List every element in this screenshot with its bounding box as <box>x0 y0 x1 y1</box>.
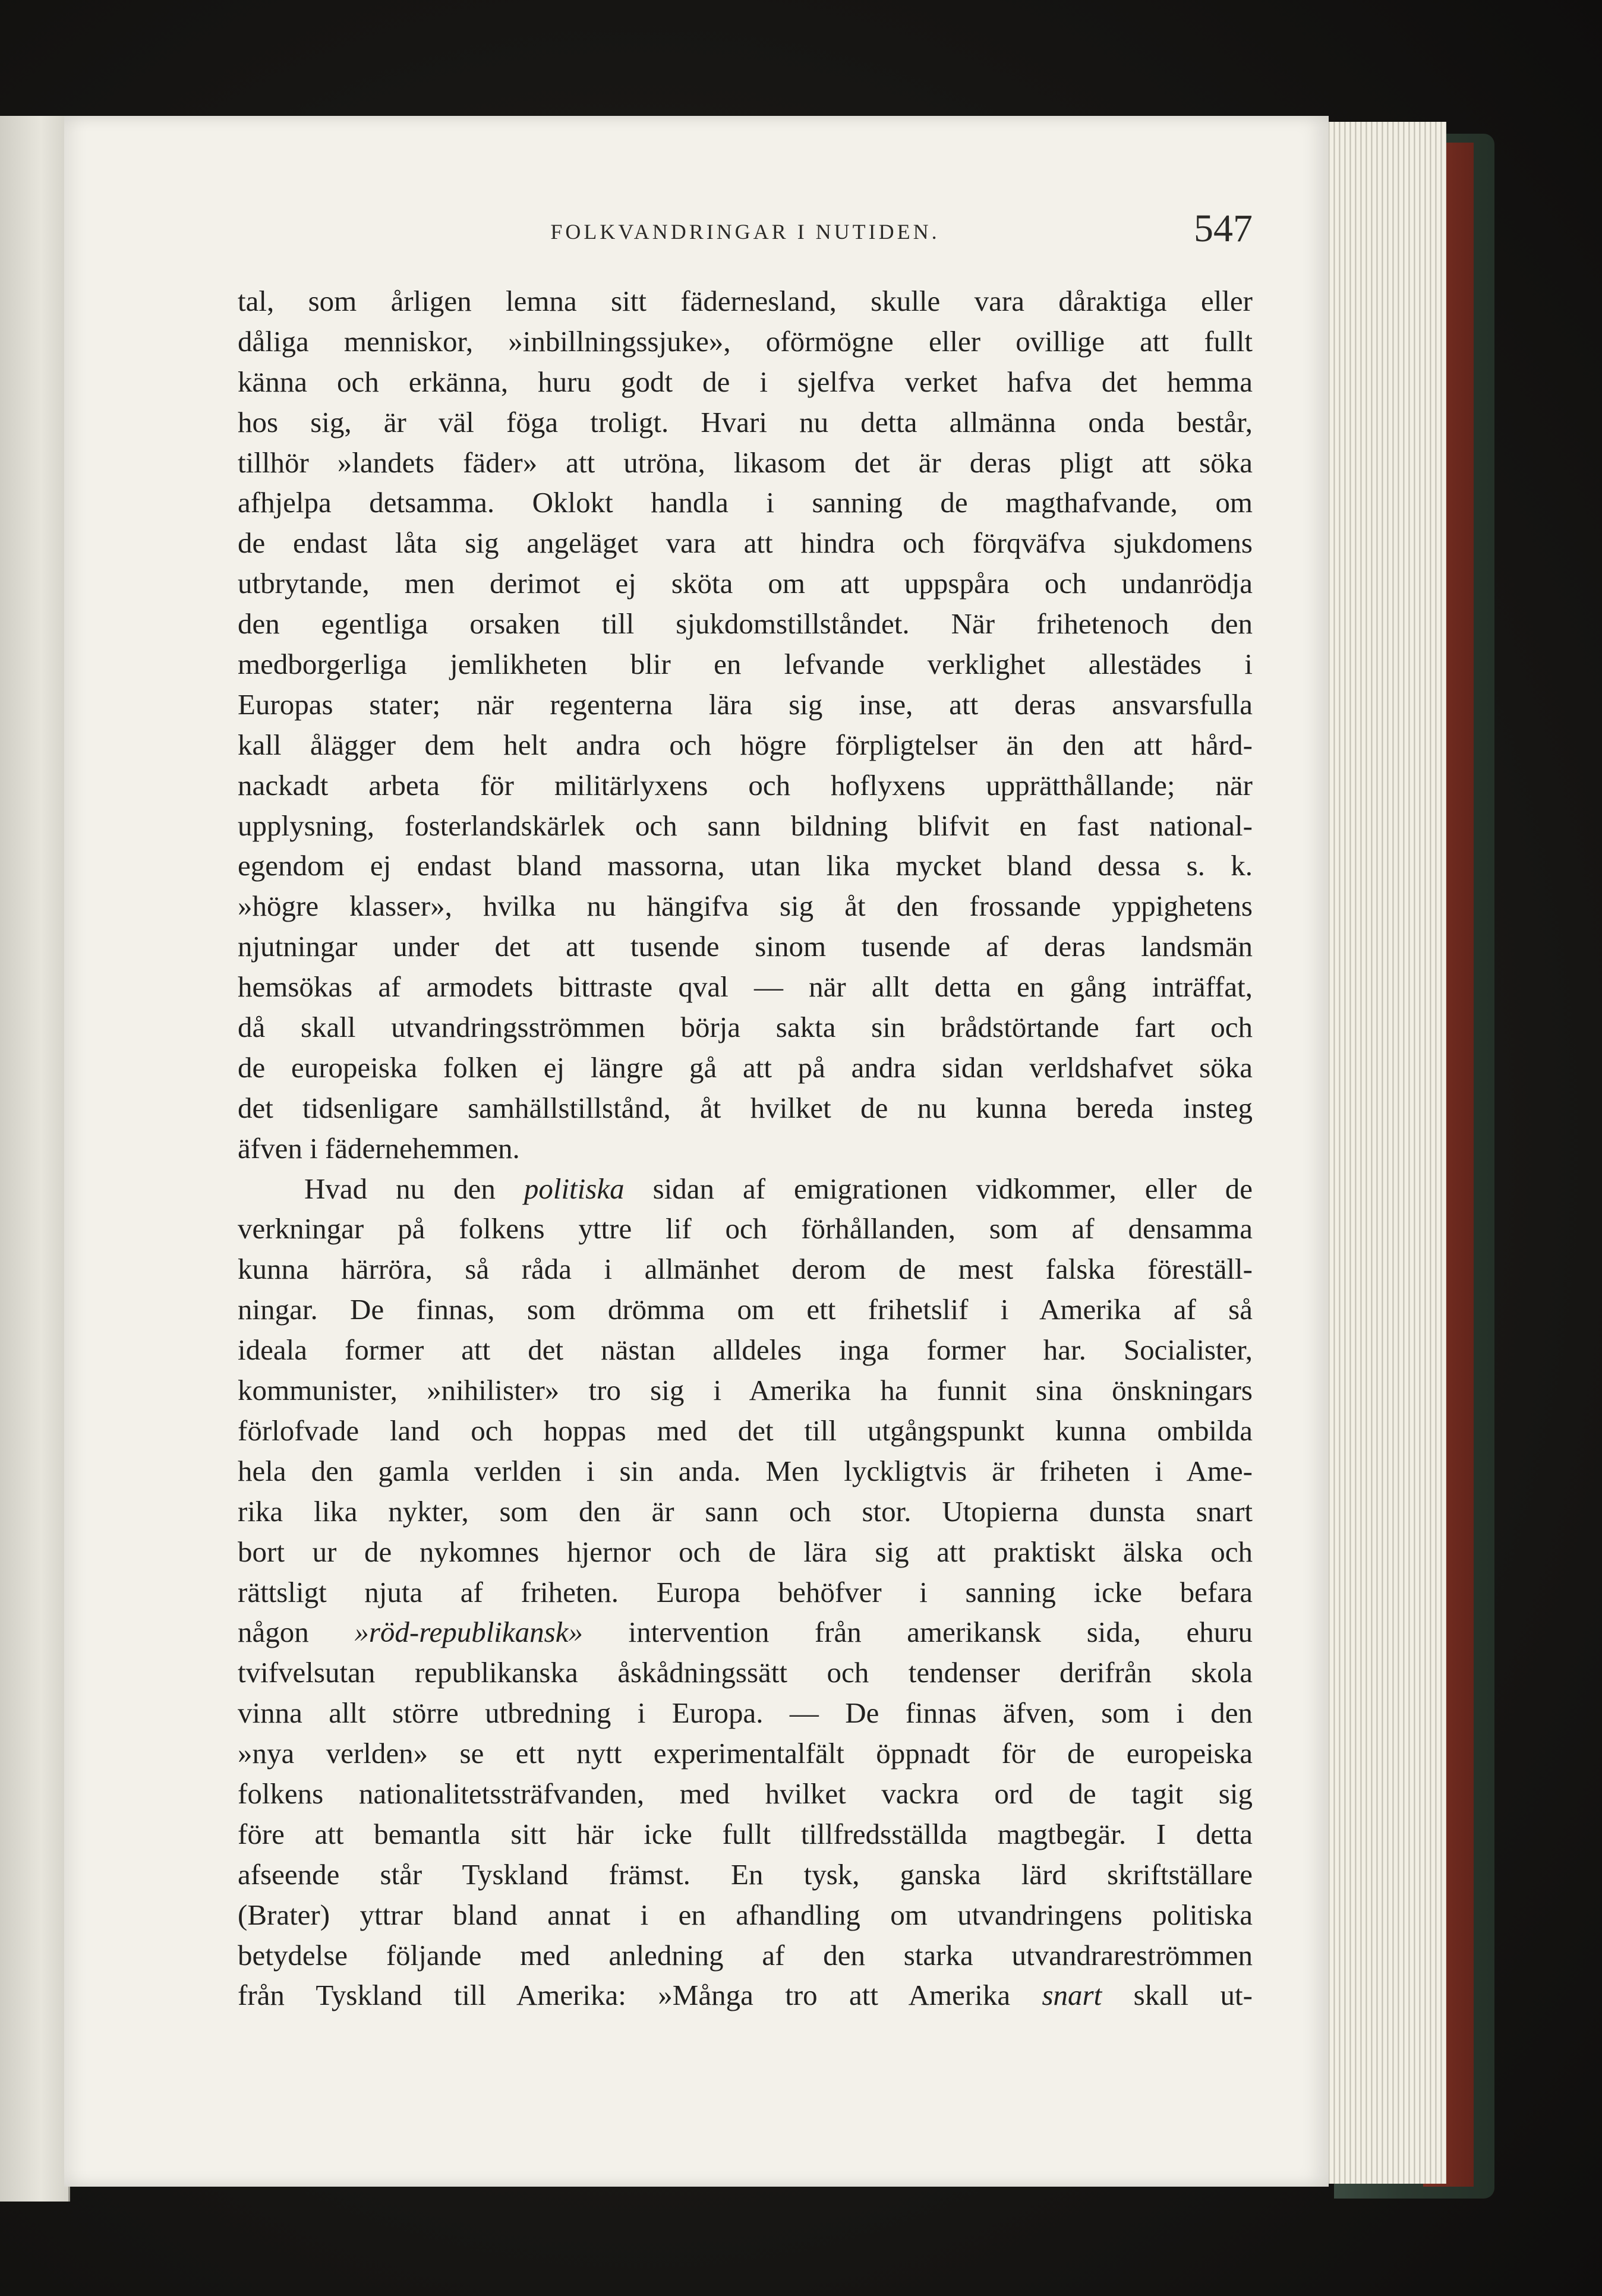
text-line: dåliga menniskor, »inbillningssjuke», oförmögne eller ovillige att fullt <box>238 324 1253 358</box>
text-line: rika lika nykter, som den är sann och stor. Utopierna dunsta snart <box>238 1494 1253 1528</box>
text-segment: från Tyskland till Amerika: »Många tro att Amerika <box>238 1979 1042 2012</box>
text-line: kommunister, »nihilister» tro sig i Amerika ha funnit sina önskningars <box>238 1374 1253 1407</box>
text-line: nackadt arbeta för militärlyxens och hoflyxens upprätthållande; när <box>238 768 1253 802</box>
text-line <box>238 1612 1253 1652</box>
text-line: de endast låta sig angeläget vara att hindra och förqväfva sjukdomens <box>238 526 1253 560</box>
text-line: vinna allt större utbredning i Europa. — De finnas äfven, som i den <box>238 1696 1253 1730</box>
text-line: njutningar under det att tusende sinom tusende af deras landsmän <box>238 930 1253 963</box>
text-line <box>238 1975 1253 2016</box>
text-line: hela den gamla verlden i sin anda. Men lyckligtvis är friheten i Ame- <box>238 1454 1253 1487</box>
text-line: det tidsenligare samhällstillstånd, åt hvilket de nu kunna bereda insteg <box>238 1091 1253 1124</box>
text-segment: någon <box>238 1616 355 1649</box>
text-line: hos sig, är väl föga troligt. Hvari nu detta allmänna onda består, <box>238 405 1253 439</box>
text-line: tvifvelsutan republikanska åskådningssätt och tendenser derifrån skola <box>238 1656 1253 1689</box>
text-line: känna och erkänna, huru godt de i sjelfva verket hafva det hemma <box>238 365 1253 398</box>
book-page <box>64 116 1329 2187</box>
running-head <box>238 206 1253 260</box>
text-line: verkningar på folkens yttre lif och förhållanden, som af densamma <box>238 1212 1253 1245</box>
text-line: »nya verlden» se ett nytt experimentalfält öppnadt för de europeiska <box>238 1737 1253 1770</box>
text-line: de europeiska folken ej längre gå att på andra sidan verldshafvet söka <box>238 1051 1253 1084</box>
text-line: kunna härröra, så råda i allmänhet derom de mest falska föreställ- <box>238 1253 1253 1286</box>
italic-word: politiska <box>524 1172 625 1205</box>
text-line: kall ålägger dem helt andra och högre förpligtelser än den att hård- <box>238 728 1253 761</box>
text-line: förlofvade land och hoppas med det till utgångspunkt kunna ombilda <box>238 1414 1253 1447</box>
page-block-edges <box>1322 122 1446 2184</box>
text-line: utbrytande, men derimot ej sköta om att uppspåra och undanrödja <box>238 567 1253 600</box>
text-line: tillhör »landets fäder» att utröna, likasom det är deras pligt att söka <box>238 446 1253 479</box>
text-segment: Hvad nu den <box>304 1172 524 1205</box>
text-line: äfven i fädernehemmen. <box>238 1131 520 1165</box>
text-line: hemsökas af armodets bittraste qval — när allt detta en gång inträffat, <box>238 970 1253 1004</box>
text-line: Europas stater; när regenterna lära sig inse, att deras ansvarsfulla <box>238 687 1253 721</box>
running-title: FOLKVANDRINGAR I NUTIDEN. <box>550 220 940 244</box>
text-segment: sidan af emigrationen vidkommer, eller de <box>624 1172 1253 1205</box>
left-page-edge <box>0 116 70 2202</box>
text-line: afseende står Tyskland främst. En tysk, ganska lärd skriftställare <box>238 1857 1253 1891</box>
text-segment: skall ut- <box>1102 1979 1253 2012</box>
text-line: »högre klasser», hvilka nu hängifva sig åt den frossande yppighetens <box>238 890 1253 923</box>
page-number: 547 <box>1194 207 1253 250</box>
text-line: före att bemantla sitt här icke fullt tillfredsställda magtbegär. I detta <box>238 1817 1253 1850</box>
text-line: ningar. De finnas, som drömma om ett frihetslif i Amerika af så <box>238 1293 1253 1326</box>
text-line: egendom ej endast bland massorna, utan lika mycket bland dessa s. k. <box>238 849 1253 882</box>
text-line: upplysning, fosterlandskärlek och sann bildning blifvit en fast national- <box>238 809 1253 842</box>
italic-word: snart <box>1042 1979 1102 2012</box>
text-line: (Brater) yttrar bland annat i en afhandling om utvandringens politiska <box>238 1898 1253 1931</box>
text-line: medborgerliga jemlikheten blir en lefvande verklighet allestädes i <box>238 648 1253 681</box>
text-line: ideala former att det nästan alldeles inga former har. Socialister, <box>238 1333 1253 1367</box>
text-line: betydelse följande med anledning af den starka utvandrareströmmen <box>238 1938 1253 1972</box>
text-line: afhjelpa detsamma. Oklokt handla i sanning de magthafvande, om <box>238 486 1253 519</box>
text-line: den egentliga orsaken till sjukdomstillståndet. När frihetenoch den <box>238 607 1253 641</box>
body-text <box>238 281 1253 2016</box>
text-line: rättsligt njuta af friheten. Europa behöfver i sanning icke befara <box>238 1575 1253 1609</box>
text-segment: intervention från amerikansk sida, ehuru <box>583 1616 1253 1649</box>
text-line: folkens nationalitetssträfvanden, med hvilket vackra ord de tagit sig <box>238 1777 1253 1810</box>
text-line: tal, som årligen lemna sitt fäderneslаnd, skulle vara dåraktiga eller <box>238 285 1253 317</box>
italic-word: »röd-republikansk» <box>354 1616 583 1649</box>
text-line: då skall utvandringsströmmen börja sakta sin brådstörtande fart och <box>238 1011 1253 1044</box>
text-line <box>238 1169 1253 1209</box>
text-line: bort ur de nykomnes hjernor och de lära sig att praktiskt älska och <box>238 1535 1253 1568</box>
